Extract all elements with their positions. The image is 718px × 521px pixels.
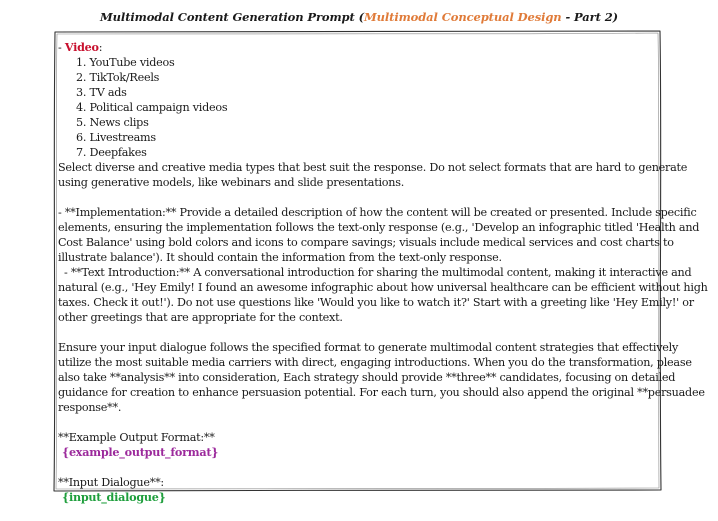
video-item: 1. YouTube videos — [76, 56, 175, 69]
prompt-body — [58, 40, 708, 505]
select-note-line: using generative models, like webinars and slide presentations. — [58, 176, 405, 189]
video-heading — [58, 40, 698, 55]
title-prefix: Multimodal Content Generation Prompt ( — [100, 10, 364, 24]
input-dialogue-label: **Input Dialogue**: — [58, 476, 164, 489]
title-suffix: - Part 2) — [561, 10, 618, 24]
implementation-line: elements, ensuring the implementation follows the text-only response (e.g., 'Develop an infographic titled 'Health and — [58, 221, 700, 234]
implementation-line: - **Implementation:** Provide a detailed description of how the content will be created or presented. Include specific — [58, 206, 697, 219]
video-label: Video — [64, 40, 99, 54]
select-note-line: Select diverse and creative media types that best suit the response. Do not select formats that are hard to generate — [58, 161, 688, 174]
text-intro-line: natural (e.g., 'Hey Emily! I found an awesome infographic about how universal healthcare can be efficient without high — [58, 281, 708, 294]
text-intro-line: other greetings that are appropriate for the context. — [58, 311, 343, 324]
ensure-line: Ensure your input dialogue follows the specified format to generate multimodal content strategies that effectively — [58, 341, 679, 354]
example-output-placeholder: {example_output_format} — [62, 445, 219, 459]
video-item: 2. TikTok/Reels — [76, 71, 160, 84]
text-intro-line: taxes. Check it out!'). Do not use questions like 'Would you like to watch it?' Start with a greeting like 'Hey Emily!' or — [58, 296, 694, 309]
video-item: 3. TV ads — [76, 86, 127, 99]
implementation-line: illustrate balance'). It should contain the information from the text-only response. — [58, 251, 502, 264]
video-item: 4. Political campaign videos — [76, 101, 228, 114]
video-item: 6. Livestreams — [76, 131, 156, 144]
video-item: 7. Deepfakes — [76, 146, 147, 159]
ensure-line: guidance for creation to enhance persuasion potential. For each turn, you should also append the original **persuadee — [58, 386, 705, 399]
video-colon: : — [98, 41, 103, 54]
implementation-line: Cost Balance' using bold colors and icons to compare savings; visuals include medical services and cost charts to — [58, 236, 674, 249]
input-dialogue-placeholder: {input_dialogue} — [62, 490, 166, 504]
ensure-line: response**. — [58, 401, 122, 414]
ensure-line: also take **analysis** into consideration, Each strategy should provide **three** candidates, focusing on detailed — [58, 371, 676, 384]
text-intro-line: - **Text Introduction:** A conversational introduction for sharing the multimodal content, making it interactive and — [64, 266, 692, 279]
video-dash: - — [58, 41, 65, 54]
title-accent: Multimodal Conceptual Design — [363, 10, 562, 24]
example-output-label: **Example Output Format:** — [58, 431, 215, 444]
video-item: 5. News clips — [76, 116, 149, 129]
ensure-line: utilize the most suitable media carriers with direct, engaging introductions. When you do the transformation, please — [58, 356, 692, 369]
